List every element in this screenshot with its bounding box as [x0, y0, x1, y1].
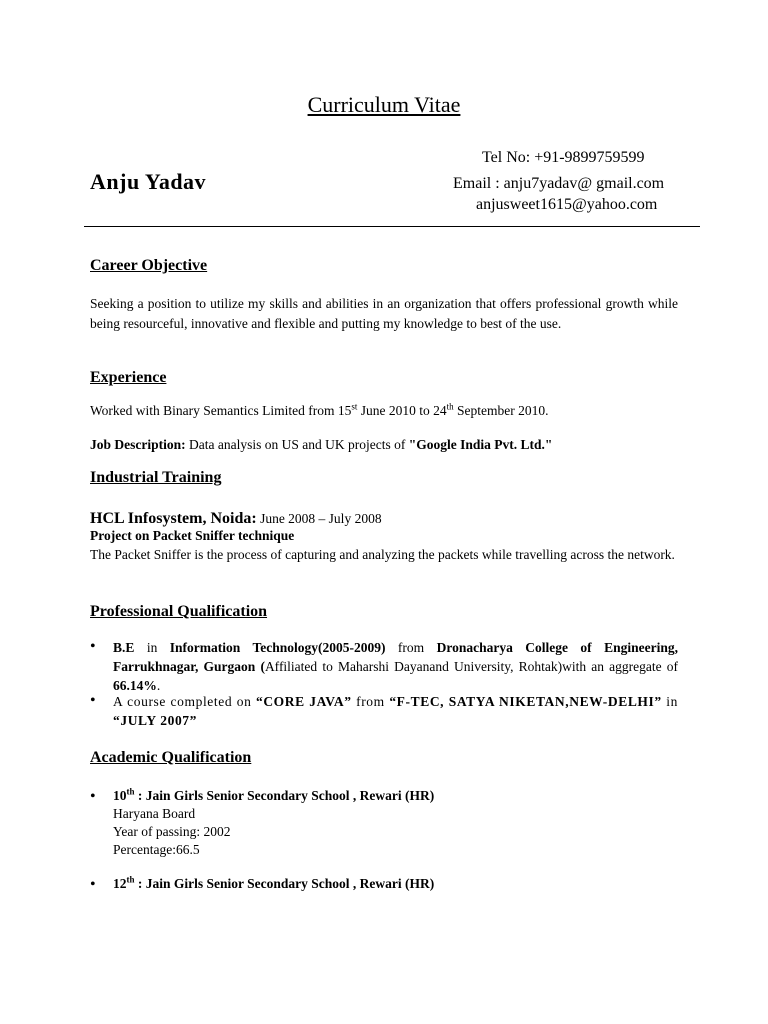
professional-qualification-heading: Professional Qualification	[90, 603, 268, 620]
academic-10th-board: Haryana Board	[113, 806, 196, 821]
bullet-marker: •	[90, 692, 96, 709]
degree-end: .	[156, 678, 161, 693]
work-text-start: Worked with Binary Semantics Limited from 15	[90, 403, 352, 418]
experience-heading: Experience	[90, 369, 167, 386]
job-description-text: Data analysis on US and UK projects of	[185, 437, 409, 452]
work-sup-1: st	[351, 401, 358, 412]
degree-field: Information Technology(2005-2009)	[169, 640, 386, 655]
contact-email-primary: Email : anju7yadav@ gmail.com	[453, 175, 665, 192]
candidate-name: Anju Yadav	[90, 169, 207, 194]
training-company: HCL Infosystem, Noida:	[90, 510, 257, 527]
degree-in: in	[134, 640, 170, 655]
school-name: : Jain Girls Senior Secondary School , Rewari (HR)	[134, 788, 435, 803]
work-sup-2: th	[446, 401, 454, 412]
class-number: 12	[113, 876, 127, 891]
academic-item-12th	[113, 876, 434, 892]
course-date: “JULY 2007”	[113, 713, 197, 728]
course-in: in	[661, 694, 678, 709]
contact-telephone: Tel No: +91-9899759599	[482, 149, 645, 166]
degree-name: B.E	[113, 640, 135, 655]
bullet-marker: •	[90, 638, 96, 655]
experience-work-line	[90, 401, 549, 421]
training-dates: June 2008 – July 2008	[256, 511, 382, 526]
degree-aggregate: 66.14%	[113, 678, 157, 693]
work-text-middle: June 2010 to 24	[357, 403, 447, 418]
document-title: Curriculum Vitae	[307, 92, 461, 117]
course-from: from	[351, 694, 390, 709]
training-description: The Packet Sniffer is the process of capturing and analyzing the packets while travelling across the network.	[90, 547, 675, 562]
header-divider	[84, 226, 700, 227]
course-name: “CORE JAVA”	[255, 694, 352, 709]
training-company-line	[90, 510, 382, 528]
job-description-label: Job Description:	[90, 437, 186, 452]
course-institute: “F-TEC, SATYA NIKETAN,NEW-DELHI”	[389, 694, 662, 709]
class-sup: th	[126, 874, 135, 885]
industrial-training-heading: Industrial Training	[90, 469, 222, 486]
school-name: : Jain Girls Senior Secondary School , Rewari (HR)	[134, 876, 435, 891]
career-objective-text: Seeking a position to utilize my skills and abilities in an organization that offers professional growth while being resourceful, innovative and flexible and putting my knowledge to best of the use.	[90, 296, 678, 331]
training-project: Project on Packet Sniffer technique	[90, 528, 295, 543]
academic-qualification-heading: Academic Qualification	[90, 749, 252, 766]
career-objective-heading: Career Objective	[90, 257, 208, 274]
bullet-marker: •	[90, 788, 96, 805]
degree-affiliation: Affiliated to Maharshi Dayanand University, Rohtak)with an aggregate of	[264, 659, 678, 674]
bullet-marker: •	[90, 876, 96, 893]
academic-10th-year: Year of passing: 2002	[113, 824, 231, 839]
class-sup: th	[126, 786, 135, 797]
class-number: 10	[113, 788, 127, 803]
degree-college: Dronacharya College of Engineering, Farrukhnagar, Gurgaon (	[113, 640, 678, 674]
professional-item-course	[113, 692, 678, 730]
degree-from: from	[385, 640, 437, 655]
professional-item-degree	[113, 638, 678, 695]
contact-email-secondary: anjusweet1615@yahoo.com	[476, 196, 658, 213]
job-description-line	[90, 435, 552, 455]
work-text-end: September 2010.	[453, 403, 549, 418]
job-description-company: "Google India Pvt. Ltd."	[408, 437, 553, 452]
academic-item-10th	[113, 788, 434, 804]
course-intro: A course completed on	[113, 694, 256, 709]
academic-10th-percentage: Percentage:66.5	[113, 842, 200, 857]
